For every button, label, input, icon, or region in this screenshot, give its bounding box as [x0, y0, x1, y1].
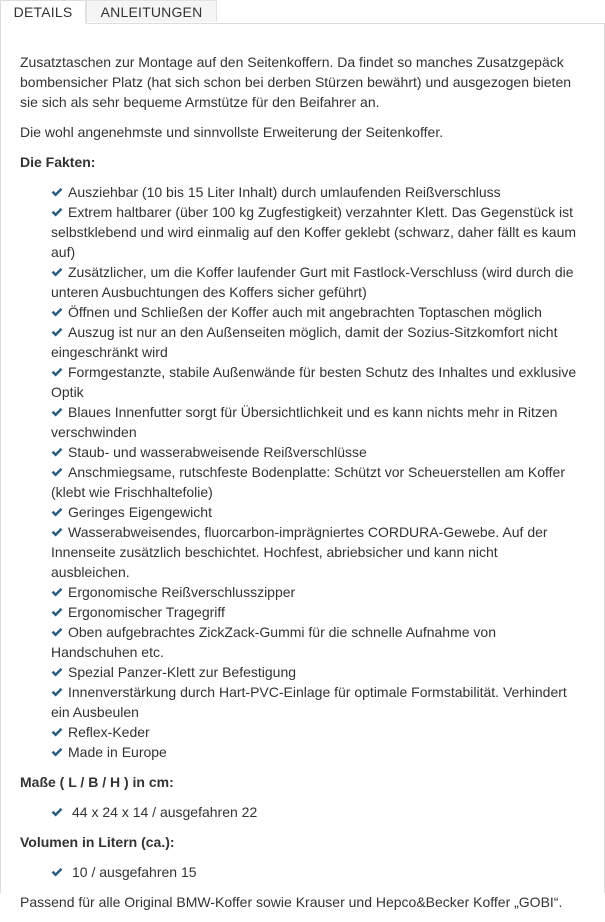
check-icon — [51, 807, 63, 818]
dimensions-heading: Maße ( L / B / H ) in cm: — [20, 774, 174, 790]
check-icon — [51, 187, 63, 198]
check-icon — [51, 667, 63, 678]
list-item-text: Wasserabweisendes, fluorcarbon-imprägniertes CORDURA-Gewebe. Auf der Innenseite zusätzlich beschichtet. Hochfest, abriebsicher und kann nicht ausbleichen. — [51, 524, 548, 580]
check-icon — [51, 687, 63, 698]
compatibility-text: Passend für alle Original BMW-Koffer sowie Krauser und Hepco&Becker Koffer „GOBI“. — [20, 894, 563, 910]
check-icon — [51, 267, 63, 278]
list-item-text: Oben aufgebrachtes ZickZack-Gummi für die schnelle Aufnahme von Handschuhen etc. — [51, 624, 496, 660]
list-item-text: Reflex-Keder — [68, 724, 150, 740]
volume-list — [20, 862, 580, 882]
volume-heading: Volumen in Litern (ca.): — [20, 834, 175, 850]
check-icon — [51, 467, 63, 478]
list-item-text: Spezial Panzer-Klett zur Befestigung — [68, 664, 297, 680]
tab-anleitungen[interactable]: ANLEITUNGEN — [86, 0, 217, 22]
intro-paragraph-1: Zusatztaschen zur Montage auf den Seitenkoffern. Da findet so manches Zusatzgepäck bombensicher Platz (hat sich schon bei derben Stürzen bewährt) und ausgezogen bieten sie sich als sehr bequeme Armstütze für den Beifahrer an. — [20, 54, 572, 110]
list-item — [51, 442, 580, 462]
intro-paragraph-2: Die wohl angenehmste und sinnvollste Erweiterung der Seitenkoffer. — [20, 124, 444, 140]
list-item-text: Formgestanzte, stabile Außenwände für besten Schutz des Inhaltes und exklusive Optik — [51, 364, 577, 400]
list-item — [51, 722, 580, 742]
list-item — [51, 362, 580, 402]
list-item-text: Blaues Innenfutter sorgt für Übersichtlichkeit und es kann nichts mehr in Ritzen verschwinden — [51, 404, 558, 440]
list-item-text: Ausziehbar (10 bis 15 Liter Inhalt) durch umlaufenden Reißverschluss — [68, 184, 501, 200]
check-icon — [51, 507, 63, 518]
list-item — [51, 662, 580, 682]
check-icon — [51, 407, 63, 418]
list-item-text: Extrem haltbarer (über 100 kg Zugfestigkeit) verzahnter Klett. Das Gegenstück ist selbstklebend und wird einmalig auf den Koffer geklebt (schwarz, daher fällt es kaum auf) — [51, 204, 577, 260]
list-item — [51, 622, 580, 662]
list-item — [51, 262, 580, 302]
check-icon — [51, 447, 63, 458]
check-icon — [51, 527, 63, 538]
check-icon — [51, 587, 63, 598]
check-icon — [51, 867, 63, 878]
list-item-text: Öffnen und Schließen der Koffer auch mit angebrachten Toptaschen möglich — [68, 304, 542, 320]
list-item-text: Ergonomische Reißverschlusszipper — [68, 584, 296, 600]
check-icon — [51, 327, 63, 338]
tab-details[interactable]: DETAILS — [0, 0, 86, 24]
list-item — [51, 742, 580, 762]
list-item-text: Anschmiegsame, rutschfeste Bodenplatte: Schützt vor Scheuerstellen am Koffer (klebt wie Frischhaltefolie) — [51, 464, 565, 500]
list-item-text: 10 / ausgefahren 15 — [72, 864, 197, 880]
list-item-text: Staub- und wasserabweisende Reißverschlüsse — [68, 444, 367, 460]
list-item — [51, 862, 580, 882]
list-item-text: Geringes Eigengewicht — [68, 504, 212, 520]
list-item — [51, 502, 580, 522]
list-item-text: Auszug ist nur an den Außenseiten möglich, damit der Sozius-Sitzkomfort nicht eingeschränkt wird — [51, 324, 558, 360]
check-icon — [51, 307, 63, 318]
facts-heading: Die Fakten: — [20, 154, 96, 170]
list-item-text: Ergonomischer Tragegriff — [68, 604, 225, 620]
list-item — [51, 522, 580, 582]
list-item-text: 44 x 24 x 14 / ausgefahren 22 — [72, 804, 258, 820]
check-icon — [51, 727, 63, 738]
check-icon — [51, 627, 63, 638]
list-item — [51, 322, 580, 362]
list-item — [51, 602, 580, 622]
details-content — [20, 52, 580, 922]
list-item — [51, 202, 580, 262]
check-icon — [51, 207, 63, 218]
facts-list — [20, 182, 580, 762]
list-item — [51, 682, 580, 722]
list-item — [51, 802, 580, 822]
check-icon — [51, 367, 63, 378]
list-item — [51, 302, 580, 322]
list-item — [51, 402, 580, 442]
details-panel — [0, 23, 605, 910]
list-item — [51, 582, 580, 602]
dimensions-list — [20, 802, 580, 822]
list-item — [51, 182, 580, 202]
check-icon — [51, 747, 63, 758]
list-item — [51, 462, 580, 502]
check-icon — [51, 607, 63, 618]
tab-bar — [0, 0, 605, 24]
list-item-text: Zusätzlicher, um die Koffer laufender Gurt mit Fastlock-Verschluss (wird durch die unteren Ausbuchtungen des Koffers sicher geführt) — [51, 264, 574, 300]
list-item-text: Innenverstärkung durch Hart-PVC-Einlage für optimale Formstabilität. Verhindert ein Ausbeulen — [51, 684, 567, 720]
list-item-text: Made in Europe — [68, 744, 167, 760]
